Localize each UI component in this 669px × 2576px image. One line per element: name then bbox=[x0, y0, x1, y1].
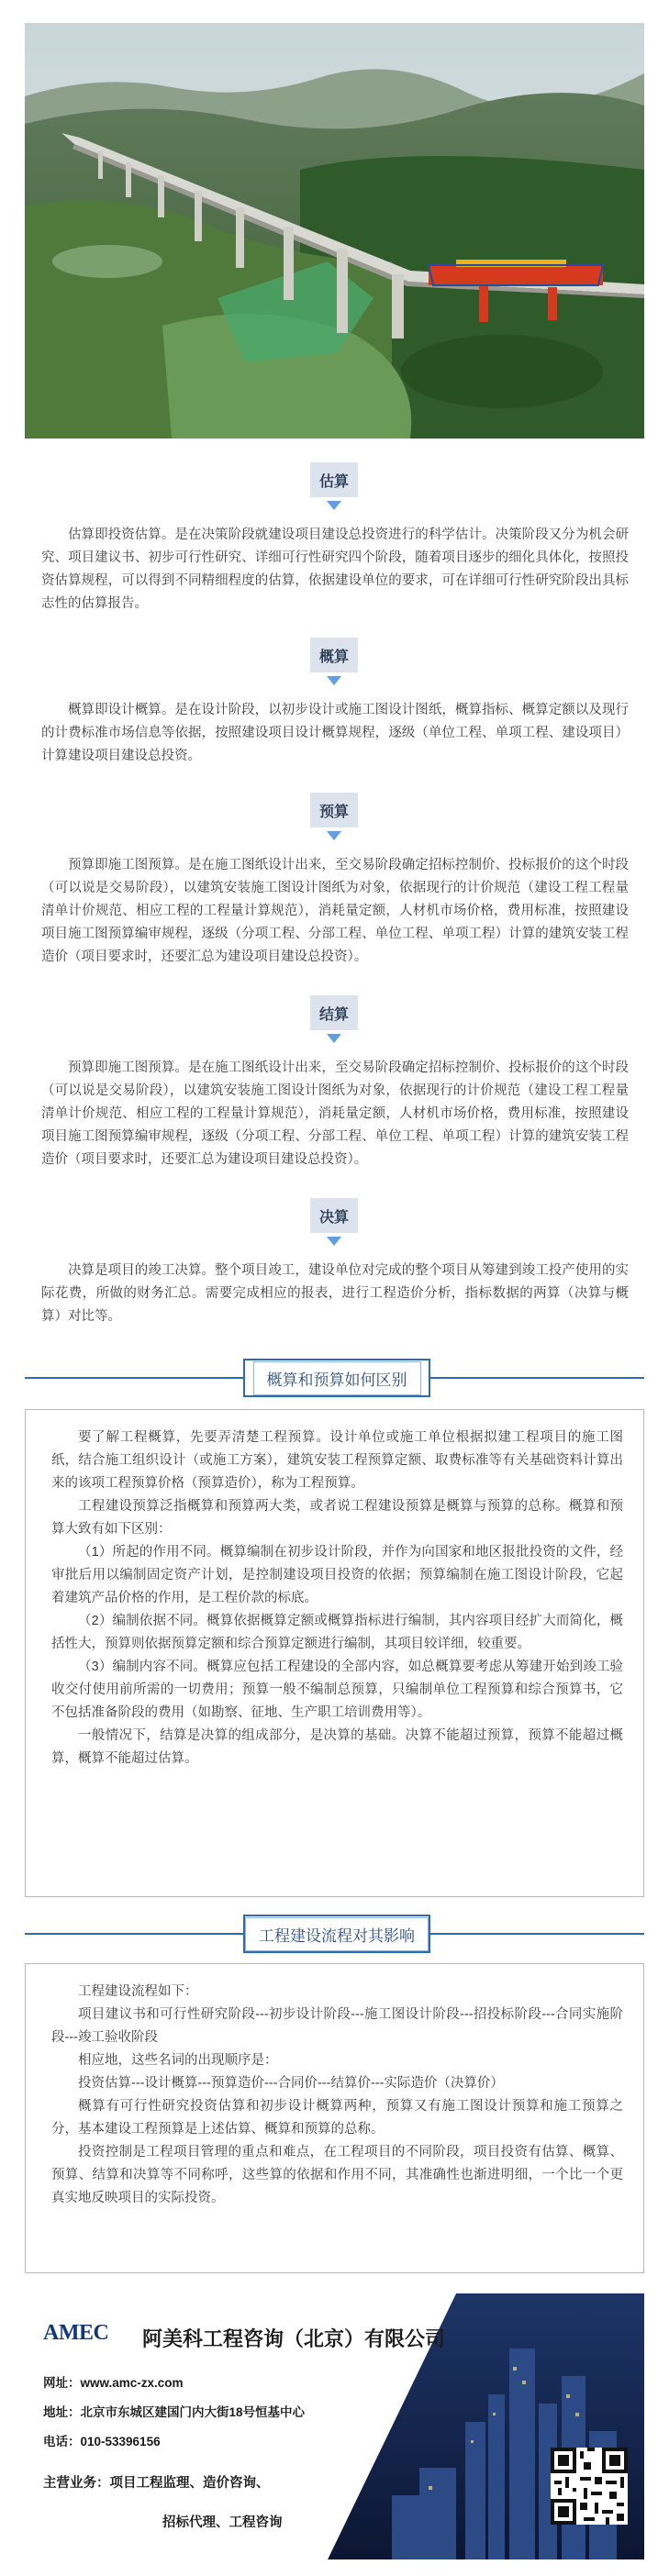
company-name: 阿美科工程咨询（北京）有限公司 bbox=[142, 2327, 446, 2350]
diff-content-box bbox=[25, 1409, 644, 1897]
flow-content-box bbox=[25, 1963, 644, 2273]
flow-line-4: 投资估算---设计概算---预算造价---合同价---结算价---实际造价（决算价） bbox=[78, 2076, 504, 2091]
address-line: 地址：北京市东城区建国门内大街18号恒基中心 bbox=[43, 2405, 306, 2419]
diff-title: 概算和预算如何区别 bbox=[253, 1361, 421, 1395]
flow-line-6: 投资控制是工程项目管理的重点和难点，在工程项目的不同阶段，项目投资有估算、概算、预算、结算和决算等不同称呼，这些算的依据和作用不同，其准确性也渐进明细，一个比一个更真实地反映项目的实际投资。 bbox=[51, 2145, 623, 2205]
down-arrow-icon bbox=[327, 1034, 341, 1043]
section-title-gaisuan: 概算 bbox=[310, 638, 358, 672]
paragraph-jiesuan: 预算即施工图预算。是在施工图纸设计出来，至交易阶段确定招标控制价、投标报价的这个时段（可以说是交易阶段），以建筑安装施工图设计图纸为对象，依据现行的计价规范（建设工程工程量清单计价规范、相应工程的工程量计算规范），消耗量定额，人材机市场价格，费用标准，按照建设项目施工图预算编审规程，逐级（分项工程、分部工程、单位工程、单项工程）计算的建筑安装工程造价（项目要求时，还要汇总为建设项目建设总投资）。 bbox=[41, 1060, 629, 1167]
diff-paragraph-2: 工程建设预算泛指概算和预算两大类，或者说工程建设预算是概算与预算的总称。概算和预算大致有如下区别： bbox=[51, 1499, 623, 1537]
company-banner bbox=[25, 2293, 644, 2559]
section-title-yusuan: 预算 bbox=[310, 793, 358, 827]
diff-paragraph-1: 要了解工程概算，先要弄清楚工程预算。设计单位或施工单位根据拟建工程项目的施工图纸，结合施工组织设计（或施工方案），建筑安装工程预算定额、取费标准等有关基础资料计算出来的该项工程预算价格（预算造价），称为工程预算。 bbox=[51, 1430, 623, 1491]
diff-paragraph-5: （3）编制内容不同。概算应包括工程建设的全部内容，如总概算要考虑从筹建开始到竣工验收交付使用前所需的一切费用；预算一般不编制总预算，只编制单位工程预算和综合预算书，它不包括准备阶段的费用（如勘察、征地、生产职工培训费用等）。 bbox=[51, 1660, 623, 1720]
diff-paragraph-4: （2）编制依据不同。概算依据概算定额或概算指标进行编制，其内容项目经扩大而简化，概括性大，预算则依据预算定额和综合预算定额进行编制，其项目较详细，较重要。 bbox=[51, 1614, 623, 1651]
diff-title-frame bbox=[25, 1359, 644, 1397]
flow-title-frame bbox=[25, 1915, 644, 1953]
paragraph-gaisuan: 概算即设计概算。是在设计阶段，以初步设计或施工图设计图纸，概算指标、概算定额以及现行的计费标准市场信息等依据，按照建设项目设计概算规程，逐级（单位工程、单项工程、建设项目）计算建设项目建设总投资。 bbox=[41, 703, 629, 763]
section-title-gusuan: 估算 bbox=[310, 462, 358, 497]
down-arrow-icon bbox=[327, 676, 341, 685]
website-line: 网址：www.amc-zx.com bbox=[43, 2376, 184, 2390]
diff-paragraph-3: （1）所起的作用不同。概算编制在初步设计阶段，并作为向国家和地区报批投资的文件，经审批后用以编制固定资产计划，是控制建设项目投资的依据；预算编制在施工图设计阶段，它起着建筑产品价格的作用，是工程价款的标底。 bbox=[51, 1545, 623, 1605]
amec-logo: AMEC bbox=[43, 2321, 109, 2345]
business-line-1: 主营业务：项目工程监理、造价咨询、 bbox=[43, 2476, 270, 2491]
paragraph-gusuan: 估算即投资估算。是在决策阶段就建设项目建设总投资进行的科学估计。决策阶段又分为机会研究、项目建议书、初步可行性研究、详细可行性研究四个阶段，随着项目逐步的细化具体化，按照投资估算规程，可以得到不同精细程度的估算，依据建设单位的要求，可在详细可行性研究阶段出具标志性的估算报告。 bbox=[41, 527, 629, 611]
flow-line-2: 项目建议书和可行性研究阶段---初步设计阶段---施工图设计阶段---招投标阶段---合同实施阶段---竣工验收阶段 bbox=[51, 2007, 623, 2045]
flow-title: 工程建设流程对其影响 bbox=[245, 1917, 429, 1951]
phone-line: 电话：010-53396156 bbox=[43, 2435, 161, 2448]
qr-code-icon bbox=[551, 2448, 628, 2525]
flow-line-1: 工程建设流程如下： bbox=[78, 1984, 198, 1999]
paragraph-yusuan: 预算即施工图预算。是在施工图纸设计出来，至交易阶段确定招标控制价、投标报价的这个时段（可以说是交易阶段），以建筑安装施工图设计图纸为对象，依据现行的计价规范（建设工程工程量清单计价规范、相应工程的工程量计算规范），消耗量定额，人材机市场价格，费用标准，按照建设项目施工图预算编审规程，逐级（分项工程、分部工程、单位工程、单项工程）计算的建筑安装工程造价（项目要求时，还要汇总为建设项目建设总投资）。 bbox=[41, 858, 629, 964]
business-line-2: 招标代理、工程咨询 bbox=[162, 2515, 283, 2530]
section-title-jiesuan: 结算 bbox=[310, 995, 358, 1030]
down-arrow-icon bbox=[327, 831, 341, 840]
hero-bridge-photo bbox=[25, 23, 644, 439]
diff-paragraph-6: 一般情况下，结算是决算的组成部分，是决算的基础。决算不能超过预算，预算不能超过概算，概算不能超过估算。 bbox=[51, 1728, 623, 1766]
flow-line-5: 概算有可行性研究投资估算和初步设计概算两种，预算又有施工图设计预算和施工预算之分，基本建设工程预算是上述估算、概算和预算的总称。 bbox=[51, 2099, 623, 2137]
section-title-juesuan: 决算 bbox=[310, 1198, 358, 1233]
down-arrow-icon bbox=[327, 1237, 341, 1246]
paragraph-juesuan: 决算是项目的竣工决算。整个项目竣工，建设单位对完成的整个项目从筹建到竣工投产使用的实际花费，所做的财务汇总。需要完成相应的报表，进行工程造价分析，指标数据的两算（决算与概算）对比等。 bbox=[41, 1263, 629, 1324]
down-arrow-icon bbox=[327, 501, 341, 510]
flow-line-3: 相应地，这些名词的出现顺序是： bbox=[78, 2053, 278, 2068]
